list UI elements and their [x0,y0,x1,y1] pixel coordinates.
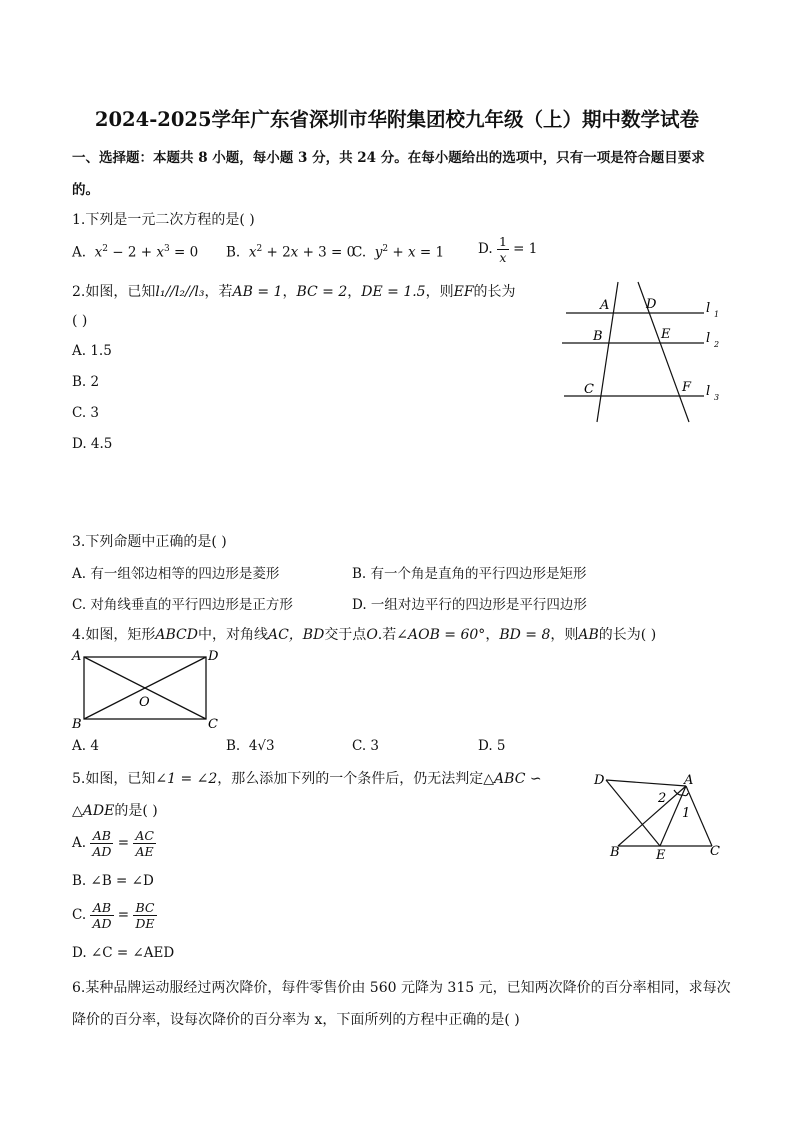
q3-stem: 3.下列命题中正确的是( ) [72,534,227,550]
label-a: A [72,649,82,664]
segment-de [606,780,660,846]
page-title: 2024-2025学年广东省深圳市华附集团校九年级（上）期中数学试卷 [94,108,700,131]
label-c: C [208,717,218,732]
q3-option-a: A. 有一组邻边相等的四边形是菱形 [72,566,280,582]
label-o: O [139,695,150,710]
label-e: E [656,848,666,863]
q4-figure [68,646,228,732]
label-e: E [661,327,671,342]
label-a: A [600,298,610,313]
q3-option-d: D. 一组对边平行的四边形是平行四边形 [352,597,587,613]
q1-option-a: A. $x^2 - 2 + x^3 = 0$ [72,244,199,261]
q5-figure [588,768,728,864]
label-l1: l [706,301,711,316]
q1-stem: 1.下列是一元二次方程的是( ) [72,212,255,228]
q3-option-c: C. 对角线垂直的平行四边形是正方形 [72,597,293,613]
q5-option-a: A. $\frac{AB}{AD}$ = $\frac{AC}{AE}$ [72,828,154,859]
q2-figure [556,276,736,432]
q2-option-a: A. 1.5 [72,343,112,359]
segment-da [606,780,686,786]
label-d: D [646,297,657,312]
q5-stem-line1: 5.如图，已知∠1 = ∠2，那么添加下列的一个条件后，仍无法判定△ABC ∽ [72,771,542,787]
label-l2: l [706,331,711,346]
label-d: D [594,773,605,788]
label-l3: l [706,384,711,399]
section-heading-line2: 的。 [72,182,99,198]
q2-option-c: C. 3 [72,405,100,421]
q6-stem-line1: 6.某种品牌运动服经过两次降价，每件零售价由 560 元降为 315 元，已知两次降价的百分率相同，求每次 [72,980,731,996]
q4-option-d: D. 5 [478,738,506,754]
label-l3-sub: 3 [714,393,720,402]
q5-stem-line2: △ADE的是( ) [72,803,158,819]
label-angle-2: 2 [658,791,667,806]
label-angle-1: 1 [682,806,691,821]
q2-paren: ( ) [72,313,88,329]
q6-stem-line2: 降价的百分率，设每次降价的百分率为 x，下面所列的方程中正确的是( ) [72,1012,520,1028]
label-c: C [710,844,720,859]
label-b: B [593,329,603,344]
q1-option-b: B. $x^2 + 2x + 3 = 0$ [226,244,356,261]
q5-option-b: B. ∠B = ∠D [72,873,154,889]
q1-option-d: D. $\frac{1}{x}$ = 1 [478,234,538,265]
q1-option-c: C. $y^2 + x = 1$ [352,244,445,261]
label-l2-sub: 2 [714,340,720,349]
section-heading-line1: 一、选择题：本题共 8 小题，每小题 3 分，共 24 分。在每小题给出的选项中，只有一项是符合题目要求 [72,150,705,166]
label-d: D [208,649,219,664]
q5-option-d: D. ∠C = ∠AED [72,945,175,961]
q4-option-b: B. 4√3 [226,738,275,754]
q3-option-b: B. 有一个角是直角的平行四边形是矩形 [352,566,587,582]
q4-option-c: C. 3 [352,738,380,754]
label-l1-sub: 1 [714,310,720,319]
q4-stem: 4.如图，矩形ABCD中，对角线AC，BD交于点O.若∠AOB = 60°，BD = 8，则AB的长为( ) [72,627,657,643]
q2-stem: 2.如图，已知l₁//l₂//l₃，若AB = 1，BC = 2，DE = 1.5，则EF的长为 [72,284,516,300]
label-a: A [684,773,694,788]
label-b: B [610,845,620,860]
label-f: F [682,380,692,395]
angle-arc-1 [683,793,688,796]
q2-option-b: B. 2 [72,374,100,390]
label-b: B [72,717,82,732]
q5-option-c: C. $\frac{AB}{AD}$ = $\frac{BC}{DE}$ [72,900,155,931]
label-c: C [584,382,594,397]
q4-option-a: A. 4 [72,738,99,754]
q2-option-d: D. 4.5 [72,436,113,452]
